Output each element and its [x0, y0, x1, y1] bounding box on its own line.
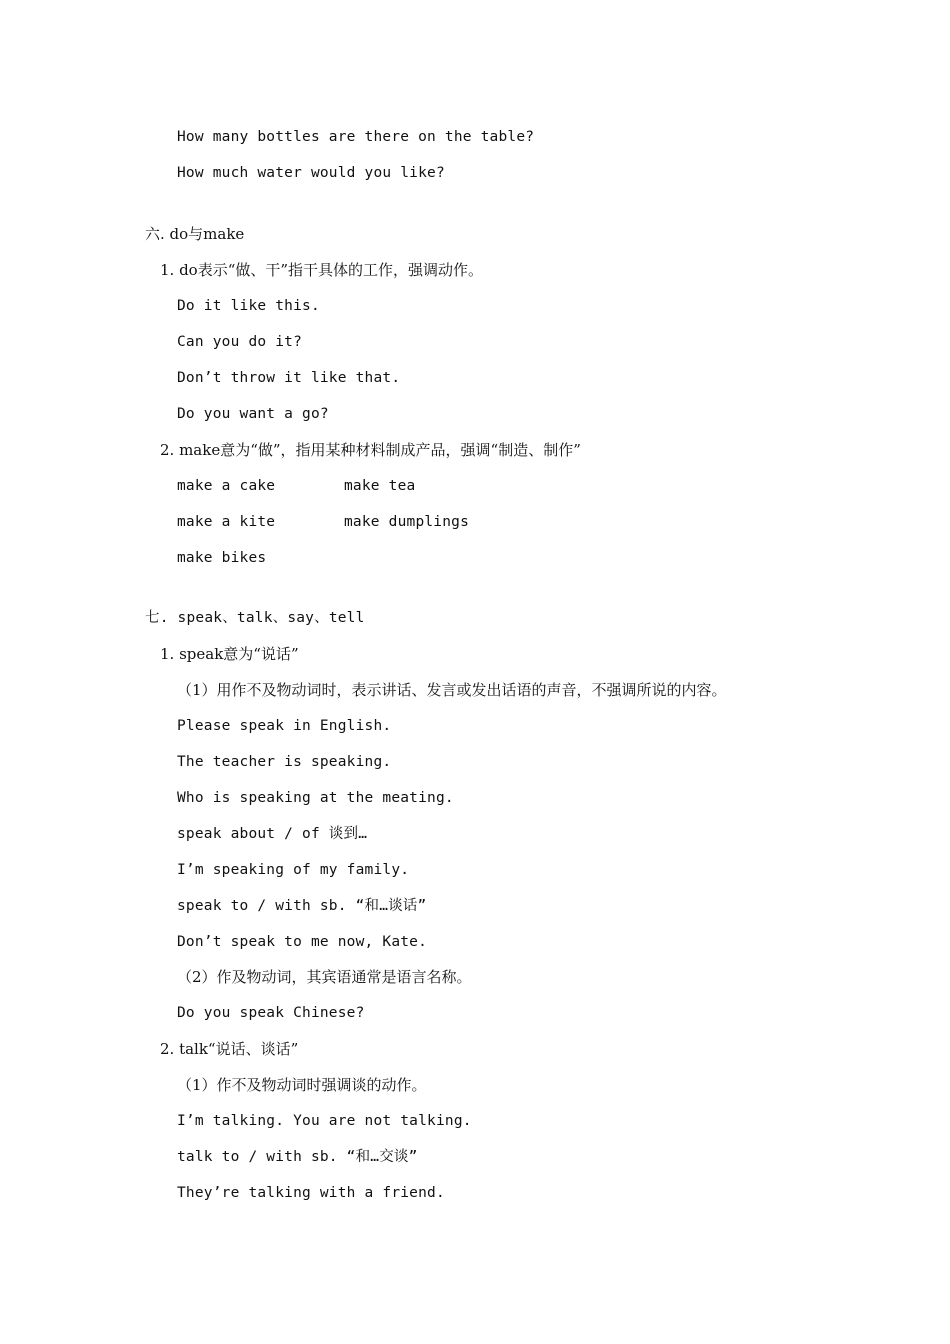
item-label: 2. talk“说话、谈话”: [160, 1040, 299, 1058]
section-heading: 七. speak、talk、say、tell: [145, 610, 365, 626]
example-line: speak to / with sb. “和…谈话”: [177, 898, 427, 914]
example-line: How much water would you like?: [177, 165, 445, 181]
example-line: Can you do it?: [177, 334, 303, 350]
item-label: 2. make意为“做”，指用某种材料制成产品，强调“制造、制作”: [160, 441, 581, 459]
phrase-cell: make dumplings: [344, 514, 470, 530]
phrase-cell: make tea: [344, 478, 416, 494]
example-line: I’m speaking of my family.: [177, 862, 410, 878]
sub-note: （1）用作不及物动词时，表示讲话、发言或发出话语的声音，不强调所说的内容。: [177, 681, 727, 699]
example-line: speak about / of 谈到…: [177, 826, 368, 842]
example-line: Do you want a go?: [177, 406, 329, 422]
sub-note: （1）作不及物动词时强调谈的动作。: [177, 1076, 427, 1094]
item-label: 1. speak意为“说话”: [160, 645, 299, 663]
example-line: Don’t throw it like that.: [177, 370, 401, 386]
example-line: Don’t speak to me now, Kate.: [177, 934, 428, 950]
example-line: The teacher is speaking.: [177, 754, 392, 770]
section-heading: 六. do与make: [145, 225, 245, 243]
phrase-cell: make bikes: [177, 550, 267, 566]
example-line: They’re talking with a friend.: [177, 1185, 445, 1201]
item-label: 1. do表示“做、干”指干具体的工作，强调动作。: [160, 261, 484, 279]
example-line: How many bottles are there on the table?: [177, 129, 535, 145]
sub-note: （2）作及物动词，其宾语通常是语言名称。: [177, 968, 472, 986]
example-line: Do you speak Chinese?: [177, 1005, 365, 1021]
example-line: Please speak in English.: [177, 718, 392, 734]
example-line: talk to / with sb. “和…交谈”: [177, 1149, 418, 1165]
phrase-cell: make a kite: [177, 514, 276, 530]
example-line: Do it like this.: [177, 298, 320, 314]
example-line: I’m talking. You are not talking.: [177, 1113, 472, 1129]
phrase-cell: make a cake: [177, 478, 276, 494]
example-line: Who is speaking at the meating.: [177, 790, 454, 806]
